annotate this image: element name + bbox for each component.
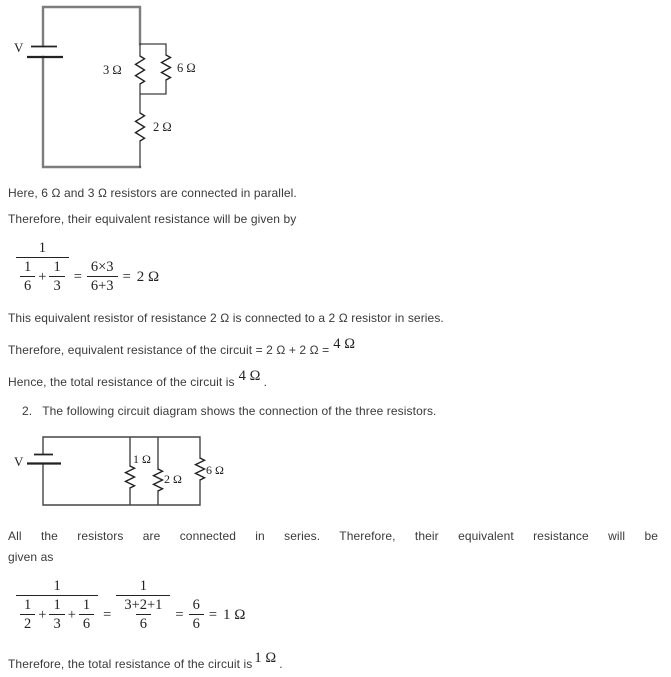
question-2-line bbox=[22, 404, 436, 418]
equivalent-resistance-line bbox=[8, 336, 356, 359]
resistor-1ohm-label: 1 Ω bbox=[133, 452, 151, 466]
fraction-numerator: 1 bbox=[53, 578, 61, 594]
series-explanation: All the resistors are connected in series. Therefore, their equivalent resistance will be bbox=[8, 529, 658, 543]
equals-operator: = bbox=[208, 606, 218, 623]
result-superscript: 1 Ω bbox=[254, 650, 277, 666]
total-resistance-line-2 bbox=[8, 650, 283, 673]
resistor-6ohm-zigzag bbox=[196, 458, 205, 480]
resistor-2ohm-zigzag bbox=[154, 469, 163, 491]
fraction-denominator bbox=[16, 595, 98, 633]
denominator: 6+3 bbox=[87, 276, 118, 295]
wire-outer-loop bbox=[43, 7, 140, 167]
resistor-2ohm-zigzag bbox=[136, 113, 145, 141]
fraction-numerator: 1 bbox=[38, 240, 46, 256]
equals-operator: = bbox=[103, 606, 112, 623]
circuit-diagram-1 bbox=[0, 0, 250, 180]
series-statement: This equivalent resistor of resistance 2 Ω is connected to a 2 Ω resistor in series. bbox=[8, 311, 444, 325]
numerator: 1 bbox=[53, 259, 61, 275]
resistor-6ohm-zigzag bbox=[162, 55, 171, 80]
plus-operator: + bbox=[38, 606, 47, 623]
numerator: 1 bbox=[24, 259, 32, 275]
numerator: 6 bbox=[192, 597, 200, 613]
numerator: 1 bbox=[53, 597, 61, 613]
resistor-2ohm-label: 2 Ω bbox=[164, 472, 182, 486]
period: . bbox=[279, 657, 283, 671]
denominator: 3 bbox=[49, 614, 64, 633]
resistor-6ohm-label: 6 Ω bbox=[206, 463, 224, 477]
circuit2-wires bbox=[43, 437, 200, 505]
numerator: 6×3 bbox=[90, 259, 114, 275]
numerator: 1 bbox=[82, 597, 91, 613]
plus-operator: + bbox=[38, 268, 47, 285]
equation-result: 1 Ω bbox=[223, 606, 246, 623]
denominator: 3 bbox=[49, 276, 64, 295]
voltage-source-label: V bbox=[14, 40, 24, 55]
fraction-small bbox=[20, 259, 35, 295]
fraction-product bbox=[87, 259, 118, 295]
resistor-6ohm-label: 6 Ω bbox=[177, 61, 196, 75]
result-superscript: 4 Ω bbox=[238, 368, 261, 384]
fraction-main bbox=[16, 240, 69, 295]
resistor-1ohm-zigzag bbox=[126, 466, 135, 488]
item-number: 2. bbox=[22, 404, 33, 418]
numerator: 3+2+1 bbox=[124, 597, 163, 613]
period: . bbox=[263, 375, 267, 389]
equation-parallel-2 bbox=[16, 578, 245, 652]
equation-parallel-1 bbox=[16, 240, 159, 314]
line-text: Therefore, the total resistance of the circuit is bbox=[8, 657, 253, 671]
fraction-numerator: 1 bbox=[139, 578, 147, 594]
fraction-small bbox=[49, 259, 64, 295]
equals-operator: = bbox=[73, 268, 82, 285]
line-text: Hence, the total resistance of the circuit is bbox=[8, 375, 235, 389]
circuit-diagram-2 bbox=[0, 425, 260, 520]
circuit1-wires bbox=[43, 7, 166, 167]
fraction-denominator bbox=[16, 257, 69, 295]
equivalent-resistance-intro: Therefore, their equivalent resistance will be given by bbox=[8, 212, 297, 226]
fraction-denominator bbox=[116, 595, 170, 633]
denominator: 6 bbox=[189, 614, 204, 633]
denominator: 2 bbox=[20, 614, 35, 633]
line-text: Therefore, equivalent resistance of the circuit = 2 Ω + 2 Ω = bbox=[8, 343, 330, 357]
fraction-main bbox=[16, 578, 98, 633]
wire-loop bbox=[43, 437, 200, 505]
resistor-3ohm-zigzag bbox=[136, 56, 145, 84]
fraction-small bbox=[120, 597, 166, 633]
fraction-six-sixths bbox=[189, 597, 204, 633]
equals-operator: = bbox=[175, 606, 184, 623]
item-text: The following circuit diagram shows the connection of the three resistors. bbox=[42, 404, 437, 418]
fraction-small bbox=[49, 597, 64, 633]
equation-result: 2 Ω bbox=[136, 268, 160, 285]
resistor-2ohm-label: 2 Ω bbox=[153, 120, 172, 134]
fraction-small bbox=[79, 597, 94, 633]
equals-operator: = bbox=[122, 268, 131, 285]
fraction-middle bbox=[116, 578, 170, 633]
resistor-3ohm-label: 3 Ω bbox=[103, 63, 122, 77]
plus-operator: + bbox=[67, 606, 76, 623]
total-resistance-line-1 bbox=[8, 368, 267, 391]
fraction-small bbox=[20, 597, 35, 633]
parallel-statement: Here, 6 Ω and 3 Ω resistors are connected in parallel. bbox=[8, 186, 297, 200]
voltage-source-label: V bbox=[14, 454, 24, 469]
given-as-line: given as bbox=[8, 550, 54, 564]
battery-icon bbox=[27, 47, 63, 58]
denominator: 6 bbox=[20, 276, 35, 295]
numerator: 1 bbox=[24, 597, 32, 613]
denominator: 6 bbox=[79, 614, 94, 633]
result-superscript: 4 Ω bbox=[333, 336, 356, 352]
denominator: 6 bbox=[136, 614, 151, 633]
battery-icon bbox=[27, 455, 61, 464]
